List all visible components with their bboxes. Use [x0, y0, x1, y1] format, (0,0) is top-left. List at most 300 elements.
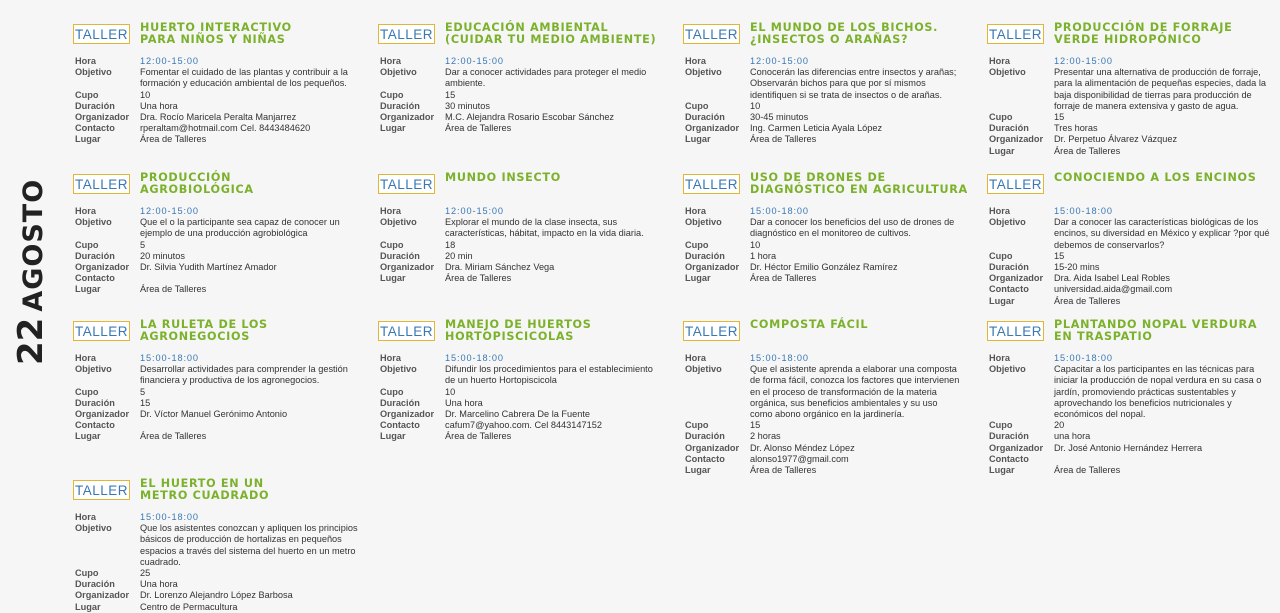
- row-duracion: [683, 431, 975, 442]
- row-organizador: [73, 409, 365, 420]
- workshop-title: [140, 172, 372, 195]
- value-cupo: 15: [445, 89, 456, 100]
- label-hora: Hora: [989, 353, 1010, 363]
- row-organizador: [683, 443, 975, 454]
- row-objetivo: [378, 67, 670, 89]
- label-lugar: Lugar: [380, 273, 406, 284]
- label-lugar: Lugar: [685, 134, 711, 145]
- value-duracion: 20 minutos: [140, 250, 185, 261]
- value-cupo: 10: [140, 89, 151, 100]
- label-hora: Hora: [380, 206, 401, 216]
- row-duracion: [987, 123, 1279, 134]
- label-lugar: Lugar: [685, 273, 711, 284]
- label-objetivo: Objetivo: [380, 364, 417, 375]
- value-line: ejemplo de una producción agrobiológica: [140, 228, 308, 239]
- value-line: Que el o la participante sea capaz de conocer un: [140, 217, 340, 228]
- workshop-card-header: [987, 22, 1279, 56]
- value-objetivo: [750, 364, 975, 420]
- value-lugar: Área de Talleres: [140, 431, 207, 442]
- value-organizador: Dr. Marcelino Cabrera De la Fuente: [445, 409, 591, 420]
- label-cupo: Cupo: [989, 420, 1013, 431]
- taller-badge: TALLER: [73, 24, 130, 44]
- workshop-title: [445, 172, 677, 184]
- row-lugar: [73, 602, 365, 613]
- label-contacto: Contacto: [380, 420, 420, 431]
- row-lugar: [73, 134, 365, 145]
- workshop-title-line: USO DE DRONES DE: [750, 171, 886, 184]
- workshop-title: [140, 478, 372, 501]
- workshop-title: [1054, 319, 1280, 342]
- workshop-card-header: [73, 172, 365, 206]
- row-cupo: [73, 240, 365, 251]
- value-line: Explorar el mundo de la clase insecta, sus: [445, 217, 618, 228]
- label-organizador: Organizador: [380, 112, 435, 123]
- value-hora: 15:00-18:00: [750, 353, 809, 363]
- value-hora: 15:00-18:00: [140, 353, 199, 363]
- value-line: jardín, promoviendo prácticas sustentables y: [1054, 386, 1236, 397]
- value-lugar: Área de Talleres: [445, 123, 512, 134]
- label-organizador: Organizador: [75, 112, 130, 123]
- value-objetivo: [140, 67, 365, 89]
- workshop-card: [683, 319, 975, 476]
- workshop-title: [445, 22, 677, 45]
- row-duracion: [987, 431, 1279, 442]
- label-objetivo: Objetivo: [75, 364, 112, 375]
- value-organizador: Dr. José Antonio Hernández Herrera: [1054, 442, 1203, 453]
- workshop-card: [987, 319, 1279, 476]
- row-objetivo: [73, 523, 365, 568]
- row-organizador: [683, 262, 975, 273]
- row-objetivo: [73, 217, 365, 239]
- value-contacto: cafum7@yahoo.com. Cel 8443147152: [445, 420, 602, 431]
- label-lugar: Lugar: [685, 465, 711, 476]
- workshop-title-line: HORTOPISCICOLAS: [445, 329, 574, 343]
- row-objetivo: [683, 67, 975, 101]
- label-hora: Hora: [380, 56, 401, 66]
- workshop-title: [750, 319, 982, 331]
- row-organizador: [987, 443, 1279, 454]
- value-hora: 12:00-15:00: [1054, 56, 1113, 66]
- row-cupo: [378, 90, 670, 101]
- value-line: Fomentar el cuidado de las plantas y contribuir a la: [140, 67, 348, 78]
- row-cupo: [378, 240, 670, 251]
- value-objetivo: [140, 523, 365, 568]
- label-hora: Hora: [989, 206, 1010, 216]
- value-line: orgánica, sus beneficios ambientales y su uso: [750, 397, 938, 408]
- value-hora: 12:00-15:00: [445, 206, 504, 216]
- label-lugar: Lugar: [989, 465, 1015, 476]
- row-lugar: [378, 123, 670, 134]
- row-contacto: [73, 123, 365, 134]
- value-duracion: 15: [140, 397, 151, 408]
- row-cupo: [378, 387, 670, 398]
- value-line: formación y educación ambiental de los pequeños.: [140, 78, 347, 89]
- label-duracion: Duración: [685, 431, 725, 442]
- value-line: ambiente.: [445, 78, 486, 89]
- value-cupo: 15: [750, 420, 761, 431]
- workshop-title-line: EL HUERTO EN UN: [140, 477, 264, 490]
- value-line: encinos, su diversidad en México y explicar ?por qué: [1054, 228, 1270, 239]
- label-lugar: Lugar: [989, 145, 1015, 156]
- row-duracion: [378, 398, 670, 409]
- value-line: financiera y productiva de los agronegocios.: [140, 375, 320, 386]
- row-contacto: [987, 284, 1279, 295]
- taller-badge: TALLER: [987, 174, 1044, 194]
- row-hora: [683, 353, 975, 364]
- value-cupo: 10: [750, 239, 761, 250]
- label-organizador: Organizador: [75, 262, 130, 273]
- taller-badge: TALLER: [683, 24, 740, 44]
- value-line: Dar a conocer actividades para proteger el medio: [445, 67, 647, 78]
- label-objetivo: Objetivo: [75, 523, 112, 534]
- row-organizador: [73, 262, 365, 273]
- value-line: básicos de producción de hortalizas en pequeños: [140, 534, 342, 545]
- value-line: aprovechando los beneficios nutricionales y: [1054, 397, 1232, 408]
- value-line: Desarrollar actividades para comprender la gestión: [140, 364, 348, 375]
- taller-badge: TALLER: [378, 24, 435, 44]
- taller-badge: TALLER: [987, 24, 1044, 44]
- workshop-card-header: [987, 172, 1279, 206]
- row-lugar: [987, 465, 1279, 476]
- row-hora: [987, 56, 1279, 67]
- row-organizador: [987, 134, 1279, 145]
- workshop-card-header: [683, 319, 975, 353]
- label-organizador: Organizador: [685, 262, 740, 273]
- value-cupo: 15: [1054, 112, 1065, 123]
- row-cupo: [683, 101, 975, 112]
- workshop-title-line: DIAGNÓSTICO EN AGRICULTURA: [750, 182, 968, 196]
- value-cupo: 10: [750, 100, 761, 111]
- value-duracion: 1 hora: [750, 250, 777, 261]
- value-duracion: 20 min: [445, 250, 473, 261]
- value-duracion: 2 horas: [750, 431, 781, 442]
- value-hora: 15:00-18:00: [750, 206, 809, 216]
- label-hora: Hora: [75, 353, 96, 363]
- workshop-title-line: MUNDO INSECTO: [445, 171, 561, 184]
- workshop-title-line: PARA NIÑOS Y NIÑAS: [140, 32, 286, 46]
- workshop-title-line: PRODUCCIÓN DE FORRAJE: [1054, 21, 1233, 34]
- value-line: espacios a través del sistema del huerto en un metro: [140, 545, 356, 556]
- workshop-title-line: PRODUCCIÓN: [140, 171, 232, 184]
- row-hora: [683, 206, 975, 217]
- label-organizador: Organizador: [75, 409, 130, 420]
- label-contacto: Contacto: [75, 273, 115, 284]
- value-objetivo: [445, 217, 670, 239]
- value-hora: 12:00-15:00: [140, 206, 199, 216]
- workshop-title-line: COMPOSTA FÁCIL: [750, 318, 869, 331]
- value-objetivo: [445, 67, 670, 89]
- value-line: económicos del nopal.: [1054, 409, 1146, 420]
- workshop-card: [73, 172, 365, 296]
- label-duracion: Duración: [685, 112, 725, 123]
- label-duracion: Duración: [75, 397, 115, 408]
- workshop-title: [1054, 172, 1280, 184]
- label-objetivo: Objetivo: [989, 364, 1026, 375]
- label-cupo: Cupo: [75, 239, 99, 250]
- workshop-title-line: METRO CUADRADO: [140, 488, 270, 502]
- row-objetivo: [73, 67, 365, 89]
- row-organizador: [73, 590, 365, 601]
- label-cupo: Cupo: [380, 89, 404, 100]
- label-duracion: Duración: [75, 250, 115, 261]
- label-cupo: Cupo: [685, 239, 709, 250]
- value-objetivo: [1054, 364, 1279, 420]
- value-lugar: Área de Talleres: [1054, 145, 1121, 156]
- value-line: debemos de conservarlos?: [1054, 239, 1165, 250]
- row-lugar: [683, 134, 975, 145]
- row-duracion: [73, 251, 365, 262]
- value-duracion: Tres horas: [1054, 123, 1098, 134]
- row-lugar: [683, 273, 975, 284]
- date-vertical-label: [11, 178, 51, 365]
- workshop-card: [378, 319, 670, 443]
- value-line: diagnóstico en el monitoreo de cultivos.: [750, 228, 911, 239]
- value-line: baja disponibilidad de tierras para producción de: [1054, 89, 1252, 100]
- row-contacto: [73, 273, 365, 284]
- row-objetivo: [73, 364, 365, 386]
- row-cupo: [73, 387, 365, 398]
- value-duracion: Una hora: [445, 397, 483, 408]
- row-duracion: [683, 112, 975, 123]
- row-lugar: [683, 465, 975, 476]
- label-hora: Hora: [989, 56, 1010, 66]
- value-line: iniciar la producción de nopal verdura en su casa o: [1054, 375, 1262, 386]
- label-hora: Hora: [75, 206, 96, 216]
- workshop-title-line: EL MUNDO DE LOS BICHOS.: [750, 21, 939, 34]
- row-lugar: [987, 146, 1279, 157]
- row-duracion: [73, 579, 365, 590]
- value-cupo: 5: [140, 239, 146, 250]
- workshop-card: [378, 22, 670, 134]
- workshop-title: [445, 319, 677, 342]
- label-lugar: Lugar: [75, 284, 101, 295]
- workshop-card-header: [73, 319, 365, 353]
- label-cupo: Cupo: [989, 250, 1013, 261]
- row-organizador: [378, 112, 670, 123]
- value-cupo: 18: [445, 239, 456, 250]
- label-duracion: Duración: [685, 250, 725, 261]
- value-contacto: universidad.aida@gmail.com: [1054, 284, 1173, 295]
- label-duracion: Duración: [380, 397, 420, 408]
- label-duracion: Duración: [380, 100, 420, 111]
- workshop-title-line: LA RULETA DE LOS: [140, 318, 268, 331]
- row-objetivo: [378, 217, 670, 239]
- value-objetivo: [445, 364, 670, 386]
- workshop-title-line: EDUCACIÓN AMBIENTAL: [445, 21, 609, 34]
- workshop-card-header: [378, 22, 670, 56]
- workshop-title-line: PLANTANDO NOPAL VERDURA: [1054, 318, 1258, 331]
- label-hora: Hora: [685, 56, 706, 66]
- workshop-title: [750, 22, 982, 45]
- workshop-title-line: EN TRASPATIO: [1054, 329, 1153, 343]
- row-cupo: [683, 420, 975, 431]
- value-objetivo: [750, 67, 975, 101]
- taller-badge: TALLER: [378, 321, 435, 341]
- value-line: de un huerto Hortopiscicola: [445, 375, 557, 386]
- value-lugar: Área de Talleres: [140, 284, 207, 295]
- row-organizador: [378, 262, 670, 273]
- row-contacto: [73, 420, 365, 431]
- workshop-title: [140, 319, 372, 342]
- label-duracion: Duración: [380, 250, 420, 261]
- label-contacto: Contacto: [989, 284, 1029, 295]
- taller-badge: TALLER: [73, 321, 130, 341]
- row-lugar: [987, 296, 1279, 307]
- value-objetivo: [140, 364, 365, 386]
- row-cupo: [987, 251, 1279, 262]
- label-cupo: Cupo: [989, 112, 1013, 123]
- value-lugar: Área de Talleres: [1054, 465, 1121, 476]
- taller-badge: TALLER: [683, 174, 740, 194]
- value-organizador: Ing. Carmen Leticia Ayala López: [750, 123, 883, 134]
- workshop-title-line: HUERTO INTERACTIVO: [140, 21, 292, 34]
- row-hora: [73, 353, 365, 364]
- value-hora: 15:00-18:00: [1054, 353, 1113, 363]
- value-lugar: Área de Talleres: [1054, 295, 1121, 306]
- value-objetivo: [1054, 217, 1279, 251]
- value-contacto: alonso1977@gmail.com: [750, 453, 849, 464]
- label-contacto: Contacto: [989, 453, 1029, 464]
- workshop-title: [750, 172, 982, 195]
- value-duracion: 30 minutos: [445, 100, 490, 111]
- value-line: Dar a conocer los beneficios del uso de drones de: [750, 217, 955, 228]
- value-line: Capacitar a los participantes en las técnicas para: [1054, 364, 1255, 375]
- value-objetivo: [750, 217, 975, 239]
- label-organizador: Organizador: [989, 273, 1044, 284]
- label-lugar: Lugar: [75, 601, 101, 612]
- row-cupo: [73, 90, 365, 101]
- value-line: Que los asistentes conozcan y apliquen los principios: [140, 523, 358, 534]
- row-duracion: [73, 101, 365, 112]
- label-lugar: Lugar: [75, 431, 101, 442]
- label-lugar: Lugar: [75, 134, 101, 145]
- label-cupo: Cupo: [75, 568, 99, 579]
- row-cupo: [683, 240, 975, 251]
- value-cupo: 25: [140, 568, 151, 579]
- row-duracion: [683, 251, 975, 262]
- workshop-card: [378, 172, 670, 284]
- label-hora: Hora: [75, 512, 96, 522]
- workshop-card: [987, 22, 1279, 157]
- value-lugar: Área de Talleres: [445, 273, 512, 284]
- row-duracion: [378, 251, 670, 262]
- value-hora: 12:00-15:00: [750, 56, 809, 66]
- label-objetivo: Objetivo: [75, 67, 112, 78]
- row-duracion: [73, 398, 365, 409]
- row-objetivo: [987, 364, 1279, 420]
- value-hora: 15:00-18:00: [445, 353, 504, 363]
- value-hora: 12:00-15:00: [140, 56, 199, 66]
- value-lugar: Área de Talleres: [140, 134, 207, 145]
- workshop-card-header: [73, 478, 365, 512]
- label-objetivo: Objetivo: [75, 217, 112, 228]
- label-hora: Hora: [685, 206, 706, 216]
- label-duracion: Duración: [75, 100, 115, 111]
- workshop-card-header: [683, 22, 975, 56]
- row-cupo: [987, 420, 1279, 431]
- value-line: Dar a conocer las características biológicas de los: [1054, 217, 1259, 228]
- label-lugar: Lugar: [989, 295, 1015, 306]
- taller-badge: TALLER: [987, 321, 1044, 341]
- value-hora: 15:00-18:00: [140, 512, 199, 522]
- label-lugar: Lugar: [380, 431, 406, 442]
- workshop-card-header: [73, 22, 365, 56]
- label-duracion: Duración: [75, 579, 115, 590]
- row-duracion: [987, 262, 1279, 273]
- value-hora: 15:00-18:00: [1054, 206, 1113, 216]
- row-cupo: [987, 112, 1279, 123]
- workshop-card-header: [683, 172, 975, 206]
- value-organizador: Dr. Héctor Emilio González Ramírez: [750, 262, 898, 273]
- value-lugar: Área de Talleres: [445, 431, 512, 442]
- value-line: de forma fácil, conozca los factores que intervienen: [750, 375, 960, 386]
- value-lugar: Área de Talleres: [750, 134, 817, 145]
- value-contacto: rperaltam@hotmail.com Cel. 8443484620: [140, 123, 311, 134]
- value-duracion: Una hora: [140, 100, 178, 111]
- value-duracion: 15-20 mins: [1054, 262, 1100, 273]
- row-hora: [73, 56, 365, 67]
- value-cupo: 5: [140, 386, 146, 397]
- label-objetivo: Objetivo: [380, 217, 417, 228]
- taller-badge: TALLER: [378, 174, 435, 194]
- label-hora: Hora: [75, 56, 96, 66]
- value-line: Presentar una alternativa de producción de forraje,: [1054, 67, 1261, 78]
- label-organizador: Organizador: [75, 590, 130, 601]
- value-objetivo: [1054, 67, 1279, 112]
- workshop-card: [73, 319, 365, 443]
- value-lugar: Área de Talleres: [750, 465, 817, 476]
- value-objetivo: [140, 217, 365, 239]
- value-organizador: Dra. Rocío Maricela Peralta Manjarrez: [140, 112, 297, 123]
- workshop-title: [140, 22, 372, 45]
- taller-badge: TALLER: [73, 174, 130, 194]
- workshop-title-line: AGROBIOLÓGICA: [140, 182, 254, 196]
- label-cupo: Cupo: [380, 386, 404, 397]
- label-organizador: Organizador: [685, 442, 740, 453]
- row-objetivo: [683, 217, 975, 239]
- row-hora: [378, 56, 670, 67]
- row-cupo: [73, 568, 365, 579]
- value-line: cuadrado.: [140, 556, 181, 567]
- value-cupo: 10: [445, 386, 456, 397]
- row-objetivo: [987, 217, 1279, 251]
- label-objetivo: Objetivo: [685, 217, 722, 228]
- label-cupo: Cupo: [380, 239, 404, 250]
- value-lugar: Área de Talleres: [750, 273, 817, 284]
- workshop-card: [73, 478, 365, 613]
- value-organizador: Dr. Alonso Méndez López: [750, 442, 855, 453]
- value-line: Que el asistente aprenda a elaborar una composta: [750, 364, 957, 375]
- label-duracion: Duración: [989, 262, 1029, 273]
- value-duracion: 30-45 minutos: [750, 112, 809, 123]
- row-hora: [683, 56, 975, 67]
- value-organizador: Dra. Miriam Sánchez Vega: [445, 262, 555, 273]
- workshop-card: [73, 22, 365, 146]
- value-line: Conocerán las diferencias entre insectos y arañas;: [750, 67, 957, 78]
- value-line: características, hábitat, impacto en la vida diaria.: [445, 228, 644, 239]
- label-organizador: Organizador: [989, 134, 1044, 145]
- value-organizador: Dr. Lorenzo Alejandro López Barbosa: [140, 590, 293, 601]
- row-objetivo: [378, 364, 670, 386]
- label-contacto: Contacto: [75, 123, 115, 134]
- value-duracion: una hora: [1054, 431, 1091, 442]
- workshop-title: [1054, 22, 1280, 45]
- workshop-title-line: CONOCIENDO A LOS ENCINOS: [1054, 171, 1257, 184]
- value-contacto: [140, 420, 365, 431]
- taller-badge: TALLER: [73, 480, 130, 500]
- workshop-card-header: [987, 319, 1279, 353]
- row-lugar: [73, 431, 365, 442]
